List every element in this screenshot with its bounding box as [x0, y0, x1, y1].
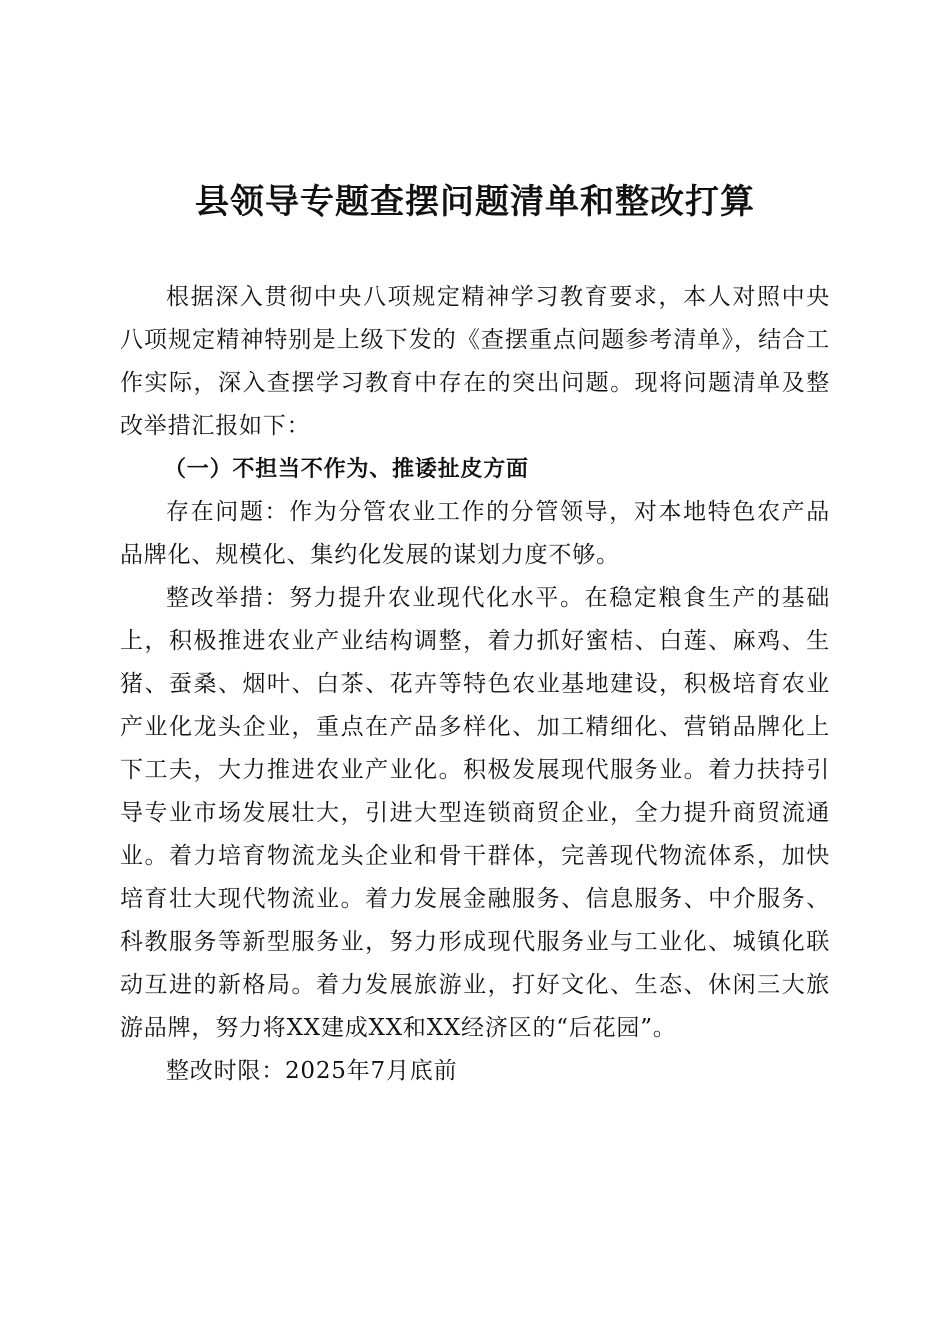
intro-paragraph: 根据深入贯彻中央八项规定精神学习教育要求，本人对照中央八项规定精神特别是上级下发的《查摆重点问题参考清单》，结合工作实际，深入查摆学习教育中存在的突出问题。现将问题清单及整改举措汇报如下：	[120, 284, 830, 439]
section-heading: （一）不担当不作为、推诿扯皮方面	[164, 456, 529, 482]
problem-paragraph: 存在问题：作为分管农业工作的分管领导，对本地特色农产品品牌化、规模化、集约化发展的谋划力度不够。	[120, 499, 830, 568]
measures-paragraph: 整改举措：努力提升农业现代化水平。在稳定粮食生产的基础上，积极推进农业产业结构调整，着力抓好蜜桔、白莲、麻鸡、生猪、蚕桑、烟叶、白茶、花卉等特色农业基地建设，积极培育农业产业化龙头企业，重点在产品多样化、加工精细化、营销品牌化上下工夫，大力推进农业产业化。积极发展现代服务业。着力扶持引导专业市场发展壮大，引进大型连锁商贸企业，全力提升商贸流通业。着力培育物流龙头企业和骨干群体，完善现代物流体系，加快培育壮大现代物流业。着力发展金融服务、信息服务、中介服务、科教服务等新型服务业，努力形成现代服务业与工业化、城镇化联动互进的新格局。着力发展旅游业，打好文化、生态、休闲三大旅游品牌，努力将XX建成XX和XX经济区的“后花园”。	[120, 585, 830, 1041]
document-body	[120, 276, 830, 1093]
deadline-paragraph: 整改时限：2025年7月底前	[166, 1058, 458, 1084]
document-title: 县领导专题查摆问题清单和整改打算	[195, 182, 755, 222]
